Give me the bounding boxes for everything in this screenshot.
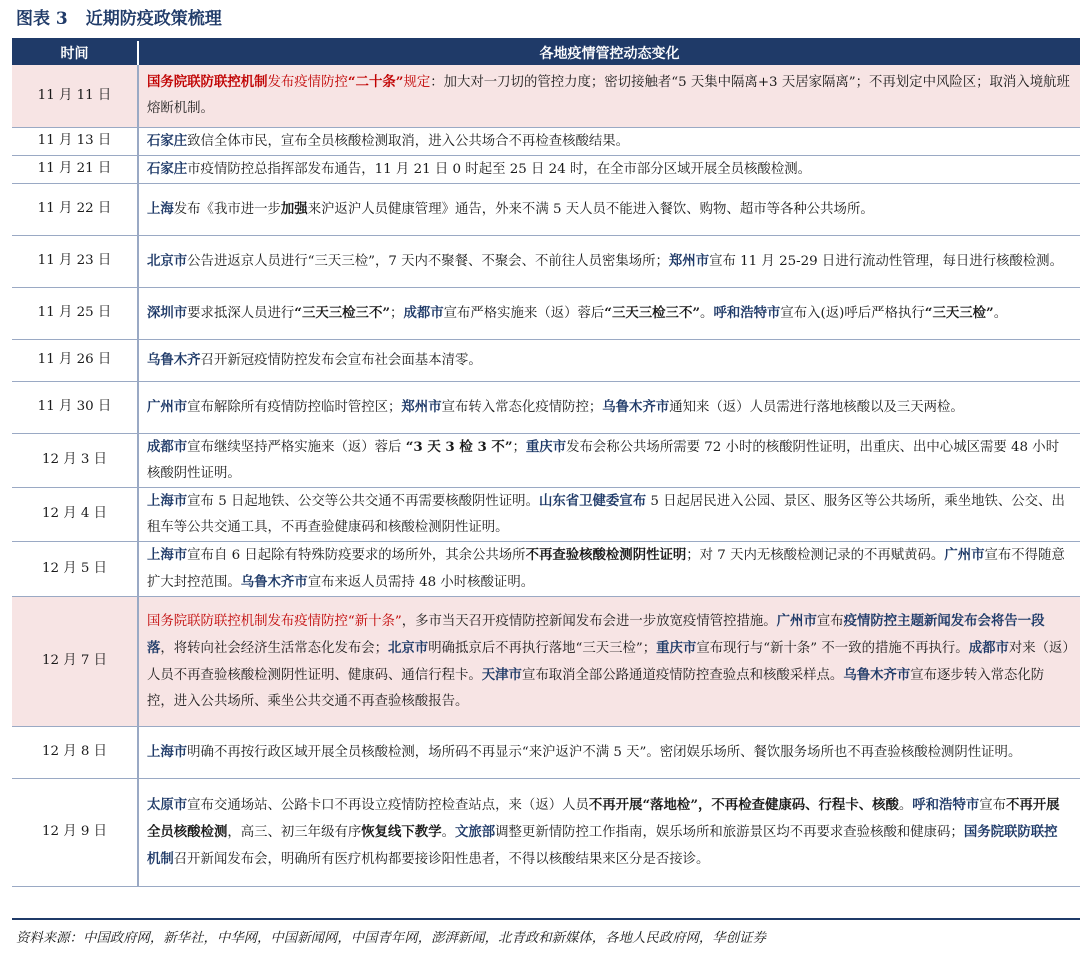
text-segment: ；对 7 天内无核酸检测记录的不再赋黄码。 <box>686 547 945 563</box>
header-content: 各地疫情管控动态变化 <box>138 41 1080 65</box>
table-row <box>12 487 1080 541</box>
text-segment: 召开新冠疫情防控发布会宣布社会面基本清零。 <box>200 352 482 368</box>
text-segment: 重庆市 <box>525 438 567 455</box>
text-segment: 成都市 <box>403 304 444 321</box>
text-segment: 国务院联防联控机制 <box>147 823 1058 867</box>
text-segment: 上海市 <box>147 743 188 760</box>
text-segment: 深圳市 <box>147 304 188 321</box>
text-segment: 宣布现行与“新十条” 不一致的措施不再执行。 <box>696 640 969 656</box>
header-row <box>12 41 1080 65</box>
text-segment: 。 <box>700 305 714 321</box>
table-row <box>12 726 1080 778</box>
figure-caption: 近期防疫政策梳理 <box>85 9 222 29</box>
row-content <box>138 778 1080 886</box>
table-row <box>12 155 1080 183</box>
text-segment: 发布疫情防控 <box>267 75 348 91</box>
text-segment: 重庆市 <box>656 639 697 656</box>
row-content <box>138 235 1080 287</box>
table-row <box>12 381 1080 433</box>
table-row <box>12 183 1080 235</box>
row-content <box>138 65 1080 127</box>
row-content <box>138 155 1080 183</box>
row-date: 12 月 3 日 <box>12 433 138 487</box>
text-segment: “二十条” <box>347 74 404 91</box>
row-content <box>138 183 1080 235</box>
text-segment: 不再开展“落地检”，不再检查健康码、行程卡、核酸 <box>588 796 899 813</box>
text-segment: 恢复线下教学 <box>361 823 442 840</box>
text-segment: “三天三检三不” <box>294 304 391 321</box>
row-date: 11 月 11 日 <box>12 65 138 127</box>
text-segment: 要求抵深人员进行 <box>187 305 295 321</box>
row-date: 12 月 4 日 <box>12 487 138 541</box>
text-segment: 宣布继续坚持严格实施来（返）蓉后 <box>187 439 406 455</box>
text-segment: 不再查验核酸检测阴性证明 <box>525 546 687 563</box>
row-content <box>138 433 1080 487</box>
figure-label: 图表 3 <box>16 9 68 29</box>
row-date: 11 月 13 日 <box>12 127 138 155</box>
table-row <box>12 127 1080 155</box>
row-content <box>138 287 1080 339</box>
text-segment: 乌鲁木齐市 <box>843 666 911 683</box>
text-segment: 宣布 <box>979 797 1007 813</box>
table-row <box>12 541 1080 596</box>
row-date: 11 月 26 日 <box>12 339 138 381</box>
row-content <box>138 381 1080 433</box>
text-segment: “三天三检三不” <box>604 304 701 321</box>
row-date: 11 月 30 日 <box>12 381 138 433</box>
text-segment: 通知来（返）人员需进行落地核酸以及三天两检。 <box>669 399 964 415</box>
table-row <box>12 235 1080 287</box>
text-segment: 国务院联防联控机制发布疫情防控“新十条” <box>147 613 402 629</box>
row-content <box>138 339 1080 381</box>
text-segment: 国务院联防联控机制 <box>147 74 268 91</box>
text-segment: 宣布来返人员需持 48 小时核酸证明。 <box>307 574 535 590</box>
text-segment: 宣布 5 日起地铁、公交等公共交通不再需要核酸阴性证明。 <box>187 493 539 509</box>
row-content <box>138 487 1080 541</box>
row-content <box>138 596 1080 726</box>
text-segment: 山东省卫健委宣布 <box>538 492 647 509</box>
text-segment: 太原市 <box>147 796 188 813</box>
text-segment: 上海市 <box>147 492 188 509</box>
text-segment: 石家庄 <box>147 132 188 149</box>
row-date: 12 月 7 日 <box>12 596 138 726</box>
text-segment: 宣布逐步转入常态化防控，进入公共场所、乘坐公共交通不再查验核酸报告。 <box>147 667 1045 709</box>
text-segment: 北京市 <box>147 252 188 269</box>
row-date: 11 月 22 日 <box>12 183 138 235</box>
row-content <box>138 127 1080 155</box>
text-segment: 乌鲁木齐市 <box>602 398 670 415</box>
text-segment: 发布会称公共场所需要 72 小时的核酸阴性证明，出重庆、出中心城区需要 48 小时核酸阴性证明。 <box>147 439 1060 481</box>
text-segment: 广州市 <box>944 546 985 563</box>
row-date: 12 月 9 日 <box>12 778 138 886</box>
text-segment: 召开新闻发布会，明确所有医疗机构都要接诊阳性患者，不得以核酸结果来区分是否接诊。 <box>173 851 710 867</box>
table-row <box>12 65 1080 127</box>
text-segment: 呼和浩特市 <box>912 796 980 813</box>
text-segment: 。 <box>993 305 1008 321</box>
text-segment: 发布《我市进一步 <box>173 201 281 217</box>
text-segment: “三天三检” <box>924 304 994 321</box>
text-segment: 明确抵京后不再执行落地“三天三检”； <box>428 640 657 656</box>
text-segment: 乌鲁木齐市 <box>240 573 308 590</box>
text-segment: 宣布不得随意扩大封控范围。 <box>147 547 1065 590</box>
text-segment: 加强 <box>280 200 308 217</box>
text-segment: 石家庄 <box>147 160 188 177</box>
table-row <box>12 287 1080 339</box>
text-segment: 宣布 11 月 25-29 日进行流动性管理，每日进行核酸检测。 <box>709 253 1063 269</box>
text-segment: ，将转向社会经济生活常态化发布会； <box>160 640 389 656</box>
text-segment: 宣布自 6 日起除有特殊防疫要求的场所外，其余公共场所 <box>187 547 526 563</box>
text-segment: 郑州市 <box>401 398 442 415</box>
text-segment: 乌鲁木齐 <box>147 351 201 368</box>
text-segment: 不再开展全员核酸检测 <box>147 796 1060 840</box>
text-segment: 疫情防控主题新闻发布会将告一段落 <box>147 612 1045 656</box>
text-segment: 呼和浩特市 <box>713 304 781 321</box>
text-segment: 规定 <box>403 75 431 91</box>
text-segment: ，高三、初三年级有序 <box>227 824 362 840</box>
row-content <box>138 541 1080 596</box>
text-segment: 。 <box>898 797 913 813</box>
text-segment: ：加大对一刀切的管控力度；密切接触者“5 天集中隔离+3 天居家隔离”；不再划定中风险区；取消入境航班熔断机制。 <box>147 75 1070 117</box>
table-bottom-rule <box>12 918 1080 920</box>
source-note: 资料来源：中国政府网，新华社，中华网，中国新闻网，中国青年网，澎湃新闻，北青政和新媒体，各地人民政府网，华创证券 <box>16 931 766 946</box>
text-segment: 成都市 <box>968 639 1009 656</box>
text-segment: 宣布解除所有疫情防控临时管控区； <box>187 399 402 415</box>
text-segment: 广州市 <box>147 398 188 415</box>
text-segment: 广州市 <box>776 612 817 629</box>
row-date: 11 月 21 日 <box>12 155 138 183</box>
table-row <box>12 778 1080 886</box>
text-segment: 调整更新情防控工作指南，娱乐场所和旅游景区均不再要求查验核酸和健康码； <box>495 824 964 840</box>
text-segment: 成都市 <box>147 438 188 455</box>
text-segment: 上海市 <box>147 546 188 563</box>
text-segment: 市疫情防控总指挥部发布通告，11 月 21 日 0 时起至 25 日 24 时，在全市部分区域开展全员核酸检测。 <box>187 161 811 177</box>
row-date: 12 月 8 日 <box>12 726 138 778</box>
text-segment: ； <box>512 439 526 455</box>
text-segment: 。 <box>441 824 455 840</box>
text-segment: 文旅部 <box>454 823 496 840</box>
text-segment: 来沪返沪人员健康管理》通告，外来不满 5 天人员不能进入餐饮、购物、超市等各种公共场所。 <box>307 201 874 217</box>
text-segment: 宣布取消全部公路通道疫情防控查验点和核酸采样点。 <box>521 667 844 683</box>
text-segment: 北京市 <box>388 639 429 656</box>
text-segment: 郑州市 <box>668 252 710 269</box>
text-segment: 天津市 <box>481 666 522 683</box>
text-segment: 宣布入(返)呼后严格执行 <box>780 305 925 321</box>
text-segment: 对来（返）人员不再查验核酸检测阴性证明、健康码、通信行程卡。 <box>147 640 1070 683</box>
text-segment: 致信全体市民，宣布全员核酸检测取消，进入公共场合不再检查核酸结果。 <box>187 133 630 149</box>
table-row <box>12 596 1080 726</box>
text-segment: 上海 <box>147 200 174 217</box>
header-date: 时间 <box>12 41 138 65</box>
row-content <box>138 726 1080 778</box>
table-row <box>12 339 1080 381</box>
row-date: 11 月 25 日 <box>12 287 138 339</box>
figure-title <box>16 4 222 34</box>
text-segment: 5 日起居民进入公园、景区、服务区等公共场所，乘坐地铁、公交、出租车等公共交通工具，不再查验健康码和核酸检测阴性证明。 <box>147 493 1065 535</box>
row-date: 11 月 23 日 <box>12 235 138 287</box>
text-segment: 明确不再按行政区域开展全员核酸检测，场所码不再显示“来沪返沪不满 5 天”。密闭娱乐场所、餐饮服务场所也不再查验核酸检测阴性证明。 <box>187 744 1022 760</box>
text-segment: 宣布严格实施来（返）蓉后 <box>443 305 605 321</box>
policy-table <box>12 41 1080 887</box>
text-segment: “3 天 3 检 3 不” <box>405 438 513 455</box>
table-row <box>12 433 1080 487</box>
text-segment: 宣布 <box>816 613 844 629</box>
text-segment: 公告进返京人员进行“三天三检”，7 天内不聚餐、不聚会、不前往人员密集场所； <box>187 253 669 269</box>
row-date: 12 月 5 日 <box>12 541 138 596</box>
text-segment: 宣布转入常态化疫情防控； <box>441 399 603 415</box>
text-segment: 宣布交通场站、公路卡口不再设立疫情防控检查站点，来（返）人员 <box>187 797 589 813</box>
text-segment: ，多市当天召开疫情防控新闻发布会进一步放宽疫情管控措施。 <box>401 613 777 629</box>
text-segment: ； <box>390 305 404 321</box>
